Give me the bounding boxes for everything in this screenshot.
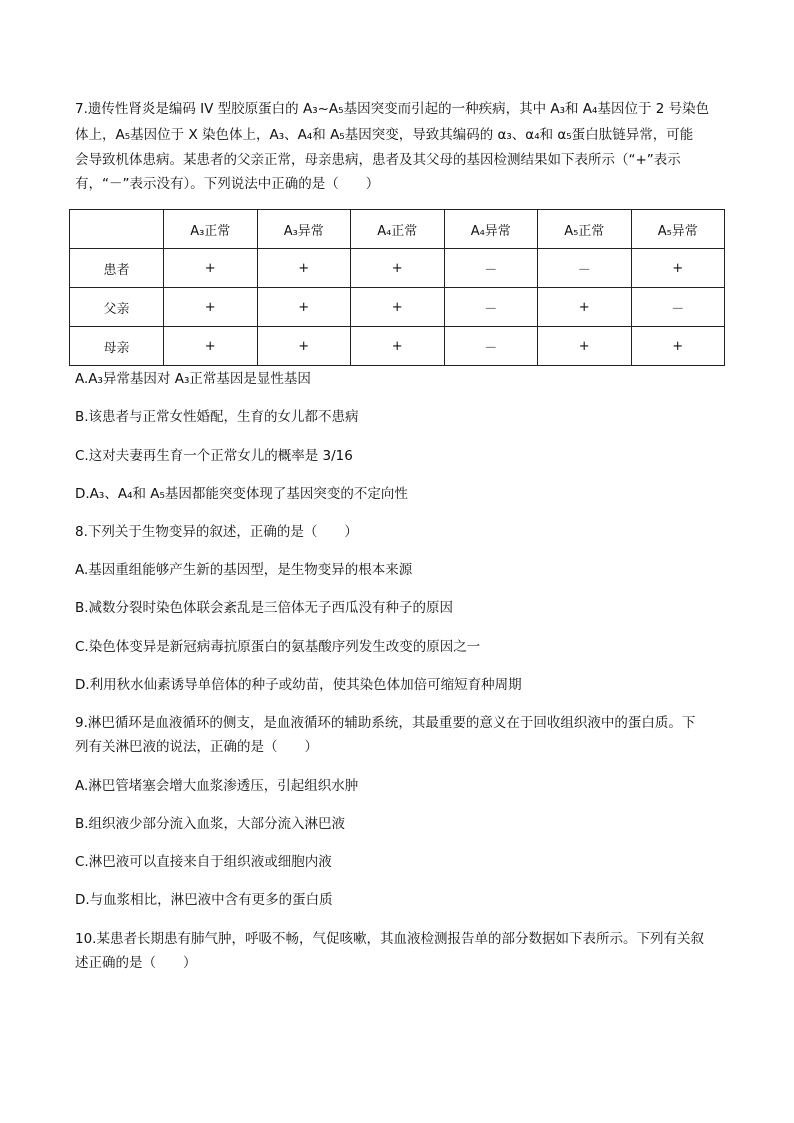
q9-option-d: D.与血浆相比，淋巴液中含有更多的蛋白质 bbox=[75, 892, 333, 908]
q7-stem-line-1: 7.遗传性肾炎是编码 IV 型胶原蛋白的 A₃~A₅基因突变而引起的一种疾病，其中 A₃和 A₄基因位于 2 号染色 bbox=[75, 101, 710, 117]
q7-stem-line-4: 有，“－”表示没有）。下列说法中正确的是（ ） bbox=[75, 176, 380, 192]
q7-option-b: B.该患者与正常女性婚配，生育的女儿都不患病 bbox=[75, 409, 359, 425]
table-header-cell bbox=[70, 210, 164, 249]
table-cell: + bbox=[631, 249, 725, 288]
table-cell: + bbox=[164, 249, 258, 288]
table-cell: － bbox=[444, 249, 538, 288]
q8-option-c: C.染色体变异是新冠病毒抗原蛋白的氨基酸序列发生改变的原因之一 bbox=[75, 639, 481, 655]
q10-stem-line-2: 述正确的是（ ） bbox=[75, 955, 197, 971]
row-label: 患者 bbox=[70, 249, 164, 288]
table-cell: + bbox=[164, 288, 258, 327]
table-cell: + bbox=[164, 327, 258, 366]
q7-stem-line-2: 体上，A₅基因位于 X 染色体上，A₃、A₄和 A₅基因突变，导致其编码的 α₃、α₄和 α₅蛋白肽链异常，可能 bbox=[75, 127, 694, 143]
table-header-cell: A₃正常 bbox=[164, 210, 258, 249]
gene-test-table bbox=[69, 209, 725, 366]
table-cell: + bbox=[257, 288, 351, 327]
table-header-cell: A₅异常 bbox=[631, 210, 725, 249]
row-label: 母亲 bbox=[70, 327, 164, 366]
q8-option-a: A.基因重组能够产生新的基因型，是生物变异的根本来源 bbox=[75, 562, 413, 578]
table-cell: + bbox=[351, 327, 445, 366]
table-cell: + bbox=[257, 249, 351, 288]
table-cell: + bbox=[351, 288, 445, 327]
table-cell: + bbox=[351, 249, 445, 288]
table-cell: － bbox=[631, 288, 725, 327]
table-header-cell: A₄正常 bbox=[351, 210, 445, 249]
q7-option-a: A.A₃异常基因对 A₃正常基因是显性基因 bbox=[75, 371, 311, 387]
q9-option-b: B.组织液少部分流入血浆，大部分流入淋巴液 bbox=[75, 816, 346, 832]
table-row bbox=[70, 288, 725, 327]
table-cell: － bbox=[444, 327, 538, 366]
q8-option-b: B.减数分裂时染色体联会紊乱是三倍体无子西瓜没有种子的原因 bbox=[75, 600, 454, 616]
q9-stem-line-1: 9.淋巴循环是血液循环的侧支，是血液循环的辅助系统，其最重要的意义在于回收组织液中的蛋白质。下 bbox=[75, 715, 696, 731]
table-cell: + bbox=[538, 327, 632, 366]
table-header-cell: A₄异常 bbox=[444, 210, 538, 249]
q8-stem: 8.下列关于生物变异的叙述，正确的是（ ） bbox=[75, 524, 358, 540]
table-row bbox=[70, 327, 725, 366]
q8-option-d: D.利用秋水仙素诱导单倍体的种子或幼苗，使其染色体加倍可缩短育种周期 bbox=[75, 677, 522, 693]
table-cell: + bbox=[538, 288, 632, 327]
q7-option-c: C.这对夫妻再生育一个正常女儿的概率是 3/16 bbox=[75, 448, 353, 464]
q7-option-d: D.A₃、A₄和 A₅基因都能突变体现了基因突变的不定向性 bbox=[75, 486, 408, 502]
q7-stem-line-3: 会导致机体患病。某患者的父亲正常，母亲患病，患者及其父母的基因检测结果如下表所示（“+”表示 bbox=[75, 152, 681, 168]
q9-option-a: A.淋巴管堵塞会增大血浆渗透压，引起组织水肿 bbox=[75, 778, 359, 794]
q9-stem-line-2: 列有关淋巴液的说法，正确的是（ ） bbox=[75, 739, 318, 755]
table-cell: － bbox=[538, 249, 632, 288]
table-header-row bbox=[70, 210, 725, 249]
table-row bbox=[70, 249, 725, 288]
q10-stem-line-1: 10.某患者长期患有肺气肿，呼吸不畅，气促咳嗽，其血液检测报告单的部分数据如下表所示。下列有关叙 bbox=[75, 931, 704, 947]
table-header-cell: A₃异常 bbox=[257, 210, 351, 249]
table-cell: － bbox=[444, 288, 538, 327]
table-cell: + bbox=[257, 327, 351, 366]
q9-option-c: C.淋巴液可以直接来自于组织液或细胞内液 bbox=[75, 854, 332, 870]
table-cell: + bbox=[631, 327, 725, 366]
row-label: 父亲 bbox=[70, 288, 164, 327]
table-header-cell: A₅正常 bbox=[538, 210, 632, 249]
